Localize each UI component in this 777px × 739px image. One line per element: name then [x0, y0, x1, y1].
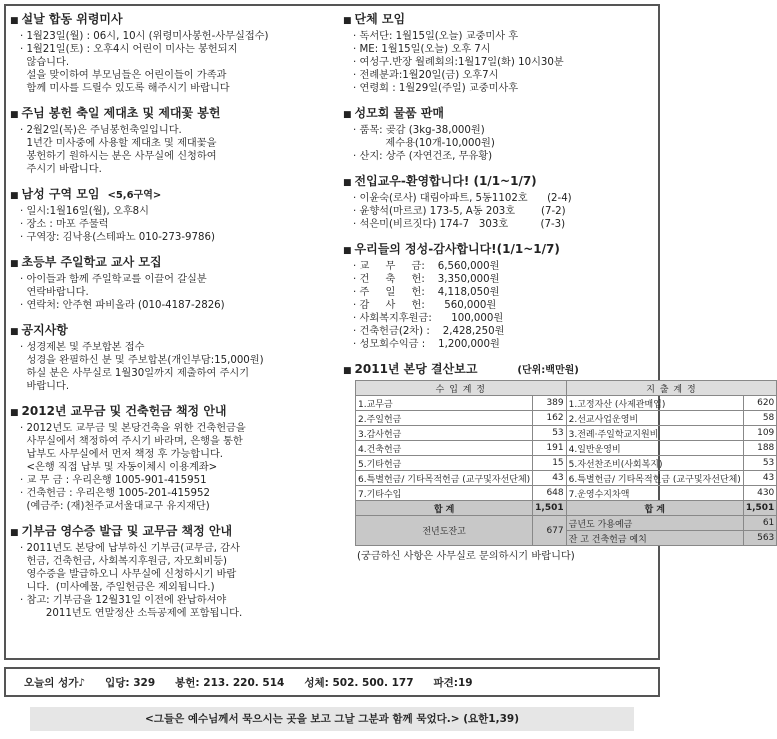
expense-value: 58: [743, 411, 776, 426]
notice-line: · 성모회수익금 : 1,200,000원: [353, 339, 500, 350]
notice-line: · 참고: 기부금을 12월31일 이전에 완납하셔야: [20, 595, 227, 606]
expense-item: 6.특별헌금/ 기타목적헌금 (교구및자선단체): [566, 471, 743, 486]
notice-line: 2011년도 연말정산 소득공제에 포함됩니다.: [20, 608, 243, 619]
total-label: 합 계: [566, 501, 743, 516]
expense-item: 4.일반운영비: [566, 441, 743, 456]
right-column: [343, 12, 775, 574]
income-value: 53: [533, 426, 566, 441]
section-title: 초등부 주일학교 교사 모집: [21, 255, 162, 269]
notice-line: 영수증을 발급하오니 사무실에 신청하시기 바랍: [20, 569, 237, 580]
section-title: 2012년 교무금 및 건축헌금 책정 안내: [21, 404, 227, 418]
notice-line: 니다. (미사예물, 주일헌금은 제외됩니다.): [20, 582, 215, 593]
income-item: 3.감사헌금: [356, 426, 533, 441]
notice-line: · 일시:1월16일(월), 오후8시: [20, 206, 149, 217]
notice-section: [10, 404, 330, 513]
notice-line: · 전례분과:1월20일(금) 오후7시: [353, 70, 499, 81]
notice-line: · 연령회 : 1월29일(주일) 교중미사후: [353, 83, 519, 94]
section-title: 기부금 영수증 발급 및 교무금 책정 안내: [21, 524, 233, 538]
hymn-communion: 성체: 502. 500. 177: [304, 676, 414, 689]
notice-line: · 2월2일(목)은 주님봉헌축일입니다.: [20, 125, 182, 136]
notice-section: [10, 106, 330, 176]
bullet-icon: ■: [343, 110, 352, 120]
table-row: [356, 411, 777, 426]
notice-line: 납부도 사무실에서 먼저 책정 후 가능합니다.: [20, 449, 224, 460]
income-item: 4.건축헌금: [356, 441, 533, 456]
income-value: 162: [533, 411, 566, 426]
expense-value: 43: [743, 471, 776, 486]
notice-section: [343, 174, 658, 231]
table-row: [356, 471, 777, 486]
notice-line: 주시기 바랍니다.: [20, 164, 102, 175]
notice-line: 설을 맞이하여 부모님들은 어린이들이 가족과: [20, 70, 227, 81]
notice-line: · 1월21일(토) : 오후4시 어린이 미사는 봉헌되지: [20, 44, 238, 55]
section-title: 우리들의 정성-감사합니다!(1/1~1/7): [354, 242, 560, 256]
income-value: 648: [533, 486, 566, 501]
section-title: 주님 봉헌 축일 제대초 및 제대꽃 봉헌: [21, 106, 221, 120]
section-title: 성모회 물품 판매: [354, 106, 445, 120]
income-item: 6.특별헌금/ 기타목적헌금 (교구및자선단체): [356, 471, 533, 486]
table-row: [356, 486, 777, 501]
balance-row-label: 잔 고 건축헌금 예치: [566, 531, 743, 546]
notice-section: [10, 524, 330, 620]
expense-value: 53: [743, 456, 776, 471]
income-item: 2.주일헌금: [356, 411, 533, 426]
notice-line: <은행 직접 납부 및 자동이체시 이용계좌>: [20, 462, 218, 473]
notice-line: 헌금, 건축헌금, 사회복지후원금, 자모회비등): [20, 556, 228, 567]
bullet-icon: ■: [10, 408, 19, 418]
report-title: 2011년 본당 결산보고: [354, 362, 478, 376]
balance-label: 전년도잔고: [356, 516, 533, 546]
bullet-icon: ■: [10, 259, 19, 269]
notice-line: · 연락처: 안주현 파비올라 (010-4187-2826): [20, 300, 225, 311]
hymn-footer: [4, 667, 660, 697]
notice-line: 하실 분은 사무실로 1월30일까지 제출하여 주시기: [20, 368, 250, 379]
hymn-label: 오늘의 성가♪: [24, 676, 86, 689]
report-section: ■ 2011년 본당 결산보고 (단위:백만원) 수 입 계 정 지 출 계 정 1.교무금 389 1.고정자산 (사제관매입) 620 2.주일헌금 162 2.선교사업운영비 58 3.감사헌금 53 3.전례·주일학교지원비 109 4.건축헌금 191 4.일반운영비 188 5.기타헌금 15 5.자선찬조비(사회복지) 53 6.특별헌금/ 기타목적헌금 (교구및자선단체) 43 6.특별헌금/ 기타목적헌금 (교구및자선단체) 43 7.기타수입 648 7.운영수지차액 430 합 계 1,501 합 계 1,501 전년도잔고 677 금년도 가용예금 61 잔 고 건축헌금 예치 563 (궁금하신 사항은 사무실로 문의하시기 바랍니다): [343, 362, 658, 563]
table-row: [356, 426, 777, 441]
notice-line: · 2011년도 본당에 납부하신 기부금(교무금, 감사: [20, 543, 240, 554]
notice-line: 봉헌하기 원하시는 분은 사무실에 신청하여: [20, 151, 217, 162]
income-value: 43: [533, 471, 566, 486]
section-subtitle: <5,6구역>: [107, 190, 162, 201]
expense-value: 620: [743, 396, 776, 411]
notice-section: [343, 12, 658, 95]
balance-row-label: 금년도 가용예금: [566, 516, 743, 531]
bullet-icon: ■: [10, 110, 19, 120]
notice-section: [343, 106, 658, 163]
notice-line: · 장소 : 마포 주물럭: [20, 219, 109, 230]
table-row: [356, 396, 777, 411]
notice-line: · 건축헌금(2차) : 2,428,250원: [353, 326, 505, 337]
balance-row-value: 61: [743, 516, 776, 531]
report-note: (궁금하신 사항은 사무실로 문의하시기 바랍니다): [357, 551, 575, 562]
left-column: [10, 12, 330, 631]
notice-line: 1년간 미사중에 사용할 제대초 및 제대꽃을: [20, 138, 217, 149]
notice-line: 함께 미사를 드릴수 있도록 해주시기 바랍니다: [20, 83, 230, 94]
notice-line: · 독서단: 1월15일(오늘) 교중미사 후: [353, 31, 519, 42]
notice-line: 성경을 완필하신 분 및 주보합본(개인부담:15,000원): [20, 355, 264, 366]
notice-line: 제수용(10개-10,000원): [353, 138, 495, 149]
notice-line: · 주 일 헌: 4,118,050원: [353, 287, 500, 298]
expense-value: 430: [743, 486, 776, 501]
income-item: 5.기타헌금: [356, 456, 533, 471]
notice-line: · 구역장: 김낙용(스테파노 010-273-9786): [20, 232, 215, 243]
section-title: 단체 모임: [354, 12, 406, 26]
table-row: [356, 456, 777, 471]
notice-line: · 이윤숙(로사) 대림아파트, 5동1102호 (2-4): [353, 193, 572, 204]
notice-line: · 사회복지후원금: 100,000원: [353, 313, 504, 324]
expense-value: 109: [743, 426, 776, 441]
balance-value: 677: [533, 516, 566, 546]
expense-item: 1.고정자산 (사제관매입): [566, 396, 743, 411]
bullet-icon: ■: [10, 16, 19, 26]
notice-line: · 여성구.반장 월례회의:1월17일(화) 10시30분: [353, 57, 564, 68]
section-title: 남성 구역 모임: [21, 187, 100, 201]
expense-item: 7.운영수지차액: [566, 486, 743, 501]
income-value: 191: [533, 441, 566, 456]
notice-line: · 아이들과 함께 주일학교를 이끌어 갈실분: [20, 274, 207, 285]
notice-line: · 감 사 헌: 560,000원: [353, 300, 497, 311]
notice-line: · 교 무 금 : 우리은행 1005-901-415951: [20, 475, 207, 486]
notice-line: · ME: 1월15일(오늘) 오후 7시: [353, 44, 491, 55]
notice-line: 않습니다.: [20, 57, 70, 68]
bullet-icon: ■: [10, 191, 19, 201]
bullet-icon: ■: [343, 178, 352, 188]
balance-row-item: 가용예금: [594, 519, 633, 530]
scripture-motto: <그들은 예수님께서 묵으시는 곳을 보고 그날 그분과 함께 묵었다.> (요한1,39): [30, 707, 634, 731]
hymn-offertory: 봉헌: 213. 220. 514: [175, 676, 285, 689]
notice-line: (예금주: (재)천주교서울대교구 유지재단): [20, 501, 210, 512]
total-income: 1,501: [533, 501, 566, 516]
bullet-icon: ■: [343, 16, 352, 26]
notice-line: · 석은미(비르짓다) 174-7 303호 (7-3): [353, 219, 566, 230]
notice-line: · 산지: 상주 (자연건조, 무유황): [353, 151, 493, 162]
notice-line: 바랍니다.: [20, 381, 70, 392]
notice-section: [10, 187, 330, 244]
notice-line: · 건축헌금 : 우리은행 1005-201-415952: [20, 488, 210, 499]
report-unit: (단위:백만원): [517, 365, 579, 376]
notice-section: [343, 242, 658, 351]
total-expense: 1,501: [743, 501, 776, 516]
notice-line: · 2012년도 교무금 및 본당건축을 위한 건축헌금을: [20, 423, 246, 434]
income-item: 1.교무금: [356, 396, 533, 411]
balance-row-value: 563: [743, 531, 776, 546]
income-head: 수 입 계 정: [356, 381, 567, 396]
table-row: [356, 441, 777, 456]
bullet-icon: ■: [343, 246, 352, 256]
notice-line: · 윤향석(마르코) 173-5, A동 203호 (7-2): [353, 206, 566, 217]
expense-item: 5.자선찬조비(사회복지): [566, 456, 743, 471]
section-title: 설날 합동 위령미사: [21, 12, 123, 26]
expense-item: 3.전례·주일학교지원비: [566, 426, 743, 441]
bullet-icon: ■: [10, 327, 19, 337]
expense-item: 2.선교사업운영비: [566, 411, 743, 426]
notice-section: [10, 323, 330, 393]
income-value: 15: [533, 456, 566, 471]
section-title: 공지사항: [21, 323, 68, 337]
hymn-recessional: 파견:19: [433, 676, 473, 689]
notice-line: · 교 무 금: 6,560,000원: [353, 261, 500, 272]
notice-line: · 건 축 헌: 3,350,000원: [353, 274, 500, 285]
income-item: 7.기타수입: [356, 486, 533, 501]
notice-line: 사무실에서 책정하여 주시기 바라며, 은행을 통한: [20, 436, 243, 447]
bullet-icon: ■: [10, 528, 19, 538]
expense-value: 188: [743, 441, 776, 456]
notice-line: · 성경제본 및 주보합본 접수: [20, 342, 145, 353]
balance-row-item: 건축헌금 예치: [588, 534, 647, 545]
notice-section: [10, 12, 330, 95]
notice-line: · 1월23일(월) : 06시, 10시 (위령미사봉헌-사무실접수): [20, 31, 269, 42]
total-label: 합 계: [356, 501, 533, 516]
report-table: [355, 380, 777, 546]
notice-line: · 품목: 곶감 (3kg-38,000원): [353, 125, 485, 136]
hymn-entrance: 입당: 329: [105, 676, 156, 689]
notice-line: 연락바랍니다.: [20, 287, 89, 298]
expense-head: 지 출 계 정: [566, 381, 777, 396]
income-value: 389: [533, 396, 566, 411]
notice-section: [10, 255, 330, 312]
section-title: 전입교우-환영합니다! (1/1~1/7): [354, 174, 537, 188]
